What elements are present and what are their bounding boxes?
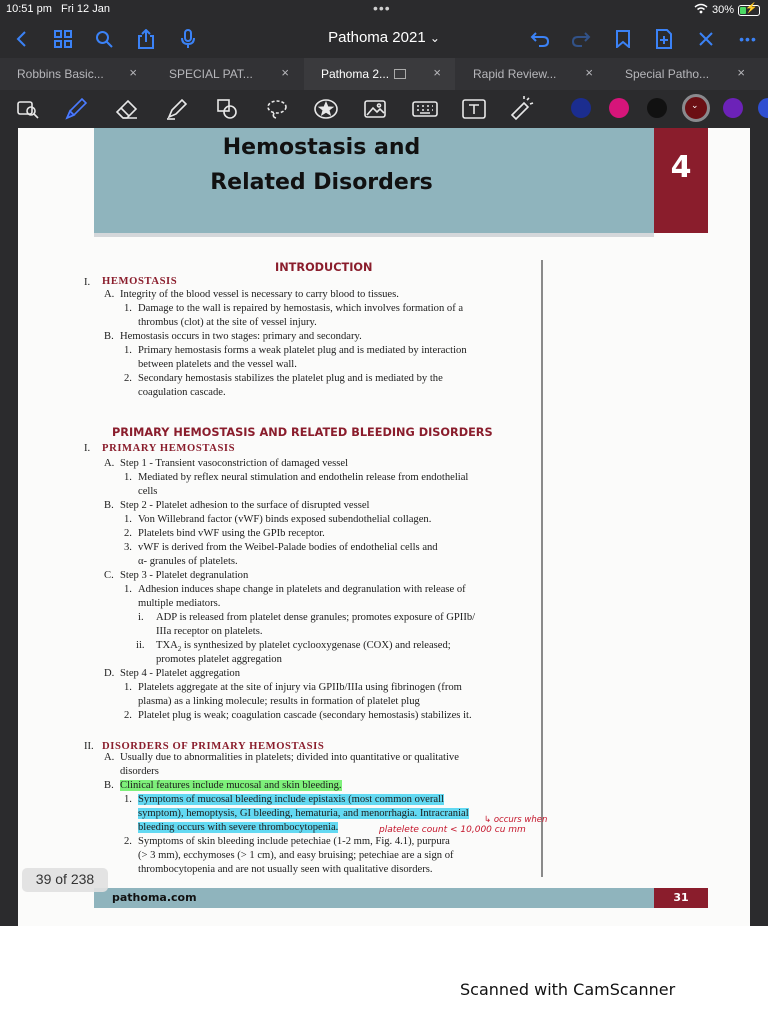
more-icon[interactable]: ••• <box>739 31 757 47</box>
text-box-icon[interactable] <box>460 96 488 122</box>
keyboard-icon[interactable] <box>411 96 439 122</box>
laser-pointer-icon[interactable] <box>507 96 535 122</box>
color-blue-swatch[interactable] <box>571 98 591 118</box>
document-title[interactable]: Pathoma 2021 ⌄ <box>328 29 440 46</box>
highlighted-text: Symptoms of mucosal bleeding include epistaxis (most common overall <box>138 794 444 805</box>
wifi-icon <box>694 3 708 17</box>
list-item: Step 2 - Platelet adhesion to the surface of disrupted vessel <box>120 500 370 511</box>
color-pink-swatch[interactable] <box>609 98 629 118</box>
list-item: (> 3 mm), ecchymoses (> 1 cm), and easy bruising; petechiae are a sign of <box>138 850 454 861</box>
list-item: between platelets and the vessel wall. <box>138 359 297 370</box>
pdf-page[interactable] <box>18 128 750 926</box>
list-item: Adhesion induces shape change in platelets and degranulation with release of <box>138 584 466 595</box>
bookmark-icon[interactable] <box>610 26 636 52</box>
list-item: promotes platelet aggregation <box>156 654 282 665</box>
list-item: Platelets aggregate at the site of injury via GPIIb/IIIa using fibrinogen (from <box>138 682 462 693</box>
highlighted-text: symptom), hemoptysis, GI bleeding, hematuria, and menorrhagia. Intracranial <box>138 808 469 819</box>
color-more-swatch[interactable] <box>758 98 768 118</box>
highlighter-icon[interactable] <box>163 96 191 122</box>
list-item: thrombus (clot) at the site of vessel injury. <box>138 317 317 328</box>
tab-close-icon[interactable]: × <box>281 65 289 80</box>
section-title-primary-hemostasis: PRIMARY HEMOSTASIS <box>102 443 236 454</box>
list-label: i. <box>138 612 144 623</box>
nav-bar <box>0 20 768 58</box>
pen-tool-icon[interactable] <box>62 96 90 122</box>
highlighted-text: Clinical features include mucosal and skin bleeding. <box>120 780 342 791</box>
eraser-icon[interactable] <box>113 96 141 122</box>
footer-page-number: 31 <box>654 888 708 908</box>
status-bar <box>0 0 768 20</box>
image-icon[interactable] <box>361 96 389 122</box>
color-black-swatch[interactable] <box>647 98 667 118</box>
tab-rapid-review[interactable]: Rapid Review... × <box>473 65 593 81</box>
list-label: D. <box>104 668 115 679</box>
status-right <box>694 3 760 17</box>
list-label: 3. <box>124 542 132 553</box>
list-label: A. <box>104 289 115 300</box>
list-label: B. <box>104 780 114 791</box>
list-item: $TXA_2$ is synthesized by platelet cyclooxygenase (COX) and released; <box>156 640 451 654</box>
camscanner-watermark: Scanned with CamScanner <box>460 980 676 999</box>
list-item: ADP is released from platelet dense granules; promotes exposure of GPIIb/ <box>156 612 476 623</box>
list-item: α- granules of platelets. <box>138 556 238 567</box>
redo-icon[interactable] <box>568 26 594 52</box>
list-item: Primary hemostasis forms a weak platelet plug and is mediated by interaction <box>138 345 467 356</box>
tab-special-patho[interactable]: Special Patho... × <box>625 65 745 81</box>
annotation-toolbar <box>0 90 768 128</box>
section-title-disorders: DISORDERS OF PRIMARY HEMOSTASIS <box>102 741 325 752</box>
list-item: Step 3 - Platelet degranulation <box>120 570 249 581</box>
chapter-title: Hemostasis and Related Disorders <box>210 135 433 195</box>
list-item: Step 1 - Transient vasoconstriction of damaged vessel <box>120 458 349 469</box>
tab-pathoma[interactable]: Pathoma 2... × <box>304 58 455 90</box>
list-item: coagulation cascade. <box>138 387 226 398</box>
list-item: Mediated by reflex neural stimulation and endothelin release from endothelial <box>138 472 469 483</box>
list-item: Symptoms of skin bleeding include petechiae (1-2 mm, Fig. 4.1), purpura <box>138 836 450 847</box>
list-item: IIIa receptor on platelets. <box>156 626 263 637</box>
document-tabs <box>0 58 768 90</box>
undo-icon[interactable] <box>527 26 553 52</box>
color-darkred-swatch-selected[interactable]: ⌄ <box>682 94 710 122</box>
roman-numeral: I. <box>84 277 91 288</box>
section-title-hemostasis: HEMOSTASIS <box>102 276 178 287</box>
list-label: ii. <box>136 640 145 651</box>
roman-numeral: II. <box>84 741 94 752</box>
footer-site: pathoma.com <box>112 891 197 904</box>
list-item: cells <box>138 486 158 497</box>
list-label: 1. <box>124 514 132 525</box>
list-label: C. <box>104 570 114 581</box>
lasso-zoom-icon[interactable] <box>14 96 42 122</box>
list-label: A. <box>104 458 115 469</box>
shapes-icon[interactable] <box>213 96 241 122</box>
list-label: 1. <box>124 472 132 483</box>
page-counter[interactable]: 39 of 238 <box>22 868 108 892</box>
stickers-icon[interactable] <box>312 96 340 122</box>
chapter-header <box>94 128 654 233</box>
tab-close-icon[interactable]: × <box>433 65 441 80</box>
status-time: 10:51 pm Fri 12 Jan <box>6 3 110 15</box>
list-label: A. <box>104 752 115 763</box>
margin-rule <box>541 260 543 877</box>
tab-close-icon[interactable]: × <box>129 65 137 80</box>
list-label: 1. <box>124 303 132 314</box>
list-item: Usually due to abnormalities in platelets; divided into quantitative or qualitative <box>120 752 459 763</box>
battery-percent: 30% <box>711 4 734 16</box>
list-label: 1. <box>124 794 132 805</box>
list-item: Step 4 - Platelet aggregation <box>120 668 241 679</box>
introduction-heading: INTRODUCTION <box>275 261 373 274</box>
color-purple-swatch[interactable] <box>723 98 743 118</box>
handwritten-note: ↳ occurs when <box>484 815 548 825</box>
list-item: Platelet plug is weak; coagulation cascade (secondary hemostasis) stabilizes it. <box>138 710 472 721</box>
header-divider <box>94 233 654 237</box>
battery-icon: ⚡ <box>738 5 760 16</box>
list-item: thrombocytopenia and are not usually seen with qualitative disorders. <box>138 864 433 875</box>
tab-close-icon[interactable]: × <box>737 65 745 80</box>
list-item: Damage to the wall is repaired by hemostasis, which involves formation of a <box>138 303 464 314</box>
list-item: Integrity of the blood vessel is necessary to carry blood to tissues. <box>120 289 399 300</box>
list-label: 1. <box>124 345 132 356</box>
multitasking-dots[interactable]: ••• <box>373 0 391 16</box>
tab-pages-icon <box>394 69 406 79</box>
chapter-number: 4 <box>654 128 708 233</box>
list-item: plasma) as a linking molecule; results in formation of platelet plug <box>138 696 420 707</box>
list-label: B. <box>104 500 114 511</box>
highlighted-text: bleeding occurs with severe thrombocytopenia. <box>138 822 339 833</box>
list-label: 2. <box>124 836 132 847</box>
close-markup-icon[interactable] <box>693 26 719 52</box>
tab-close-icon[interactable]: × <box>585 65 593 80</box>
list-item: Platelets bind vWF using the GPIb receptor. <box>138 528 325 539</box>
list-label: 2. <box>124 528 132 539</box>
list-item: multiple mediators. <box>138 598 221 609</box>
lasso-icon[interactable] <box>263 96 291 122</box>
list-label: 2. <box>124 710 132 721</box>
list-label: 1. <box>124 682 132 693</box>
list-item: vWF is derived from the Weibel-Palade bodies of endothelial cells and <box>138 542 438 553</box>
list-label: B. <box>104 331 114 342</box>
primary-hemostasis-heading: PRIMARY HEMOSTASIS AND RELATED BLEEDING DISORDERS <box>112 426 493 439</box>
list-item: disorders <box>120 766 159 777</box>
roman-numeral: I. <box>84 443 91 454</box>
list-item: Hemostasis occurs in two stages: primary and secondary. <box>120 331 362 342</box>
list-label: 1. <box>124 584 132 595</box>
tab-special-pat[interactable]: SPECIAL PAT... × <box>169 65 289 81</box>
tab-robbins-basic[interactable]: Robbins Basic... × <box>17 65 137 81</box>
list-label: 2. <box>124 373 132 384</box>
add-page-icon[interactable] <box>651 26 677 52</box>
handwritten-note: platelete count < 10,000 cu mm <box>379 825 526 835</box>
list-item: Von Willebrand factor (vWF) binds exposed subendothelial collagen. <box>138 514 432 525</box>
page-footer <box>94 888 654 908</box>
list-item: Secondary hemostasis stabilizes the platelet plug and is mediated by the <box>138 373 443 384</box>
